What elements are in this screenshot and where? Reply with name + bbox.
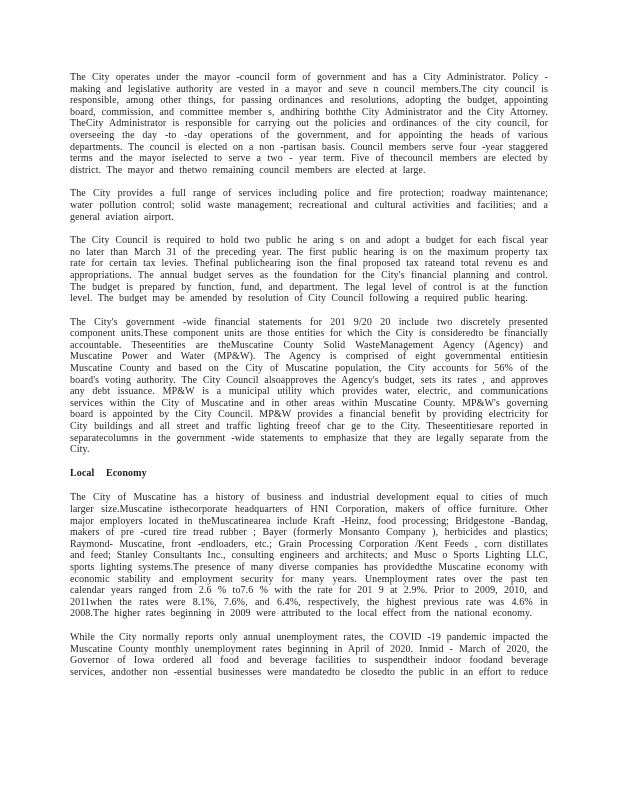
paragraph-component-units: The City's government -wide financial statements for 201 9/20 20 include two discretely presented component units.These component units are those entities for which the City is consideredto be financially accountable. Theseentities are theMuscatine County Solid WasteManagement Agency (Agency) and Muscatine Power and Water (MP&W). The Agency is comprised of eight governmental entitiesin Muscatine County and based on the City of Muscatine population, the City accounts for 56% of the board's voting authority. The City Council alsoapproves the Agency's budget, sets its rates , and approves any debt issuance. MP&W is a municipal utility which provides water, electric, and communications services within the City of Muscatine and in other areas within Muscatine County. MP&W's governing board is appointed by the City Council. MP&W provides a financial benefit by providing electricity for City buildings and all street and traffic lighting freeof char ge to the City. Theseentitiesare reported in separatecolumns in the government -wide statements to emphasize that they are legally separate from the City.: [70, 316, 548, 456]
document-page: [70, 72, 548, 690]
paragraph-government-form: The City operates under the mayor -council form of government and has a City Administrator. Policy - making and legislative authority are vested in a mayor and seve n council members.The city council is responsible, among other things, for passing ordinances and resolutions, adopting the budget, appointing board, commission, and committee member s, andhiring boththe City Administrator and the City Attorney. TheCity Administrator is responsible for carrying out the policies and ordinances of the city council, for overseeing the day -to -day operations of the government, and for appointing the heads of various departments. The council is elected on a non -partisan basis. Council members serve four -year staggered terms and the mayor iselected to serve a two - year term. Five of thecouncil members are elected by district. The mayor and thetwo remaining council members are elected at large.: [70, 72, 548, 176]
section-heading-local-economy: Local Economy: [70, 467, 147, 479]
paragraph-local-economy-employers: The City of Muscatine has a history of business and industrial development equal to cities of much larger size.Muscatine isthecorporate headquarters of HNI Corporation, makers of office furniture. Other major employers located in theMuscatinearea include Kraft -Heinz, food processing; Bridgestone -Bandag, makers of pre -cured tire tread rubber ; Bayer (formerly Monsanto Company ), herbicides and plastics; Raymond- Muscatine, front -endloaders, etc.; Grain Processing Corporation /Kent Feeds , corn distillates and feed; Stanley Consultants Inc., consulting engineers and architects; and Musc o Sports Lighting LLC, sports lighting systems.The presence of many diverse companies has providedthe Muscatine economy with economic stability and employment security for many years. Unemployment rates over the past ten calendar years ranged from 2.6 % to7.6 % with the rate for 201 9 at 2.9%. Prior to 2009, 2010, and 2011when the rates were 8.1%, 7.6%, and 6.4%, respectively, the highest previous rate was 4.6% in 2008.The higher rates beginning in 2009 were attributed to the local effect from the national economy.: [70, 492, 548, 620]
paragraph-covid-unemployment: While the City normally reports only annual unemployment rates, the COVID -19 pandemic impacted the Muscatine County monthly unemployment rates beginning in April of 2020. Inmid - March of 2020, the Governor of Iowa ordered all food and beverage facilities to suspendtheir indoor foodand beverage services, andother non -essential businesses were mandatedto be closedto the public in an effort to reduce: [70, 631, 548, 678]
paragraph-budget-process: The City Council is required to hold two public he aring s on and adopt a budget for each fiscal year no later than March 31 of the preceding year. The first public hearing is on the maximum property tax rate for certain tax levies. Thefinal publichearing ison the final proposed tax rateand total revenu es and appropriations. The annual budget serves as the foundation for the City's financial planning and control. The budget is prepared by function, fund, and department. The legal level of control is at the function level. The budget may be amended by resolution of City Council following a required public hearing.: [70, 235, 548, 305]
paragraph-city-services: The City provides a full range of services including police and fire protection; roadway maintenance; water pollution control; solid waste management; recreational and cultural activities and facilities; and a general aviation airport.: [70, 188, 548, 223]
